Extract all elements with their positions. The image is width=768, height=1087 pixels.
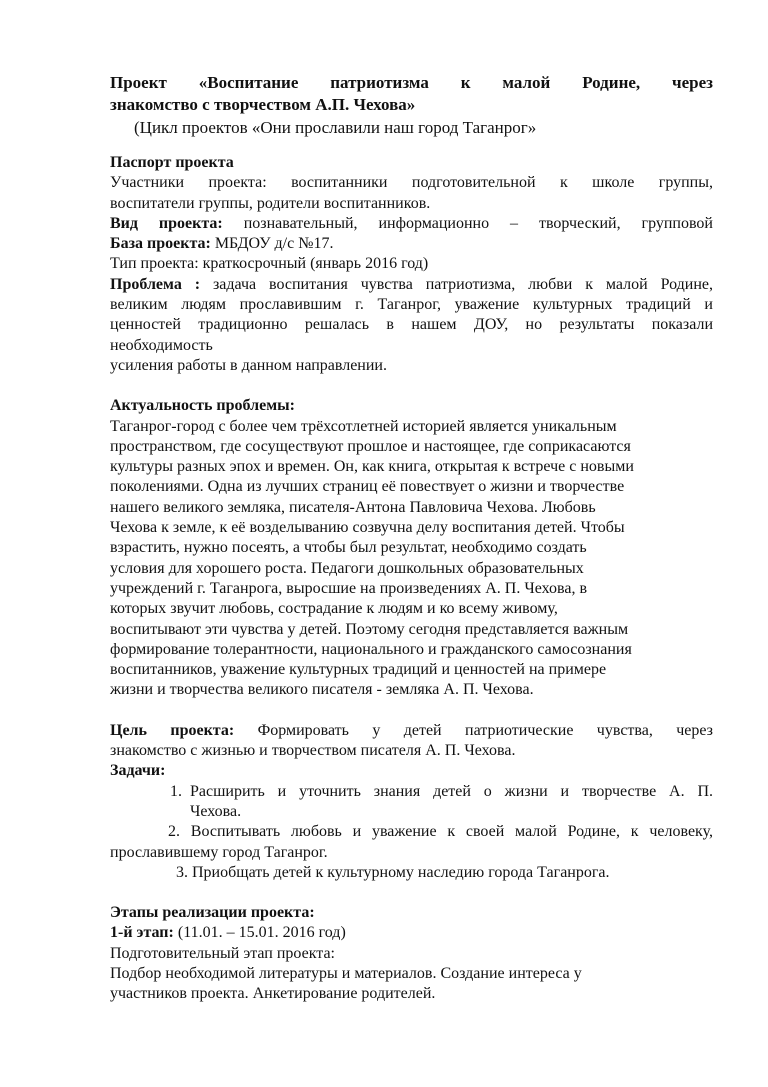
project-base-value: МБДОУ д/с №17. bbox=[210, 235, 334, 253]
relevance-line: взрастить, нужно посеять, а чтобы был результат, необходимо создать bbox=[110, 539, 587, 557]
project-subtitle: (Цикл проектов «Они прославили наш город Таганрог» bbox=[134, 118, 537, 137]
participants-line-1: Участники проекта: воспитанники подготовительной к школе группы, bbox=[110, 174, 713, 192]
project-type-label: Вид проекта: bbox=[110, 214, 223, 232]
stage-1-dates: (11.01. – 15.01. 2016 год) bbox=[173, 924, 346, 942]
problem-label: Проблема : bbox=[110, 275, 201, 293]
problem-line-3: ценностей традиционно решалась в нашем ДОУ, но результаты показали bbox=[110, 316, 713, 334]
problem-line-1 bbox=[110, 275, 713, 295]
relevance-line: культуры разных эпох и времен. Он, как книга, открытая к встрече с новыми bbox=[110, 458, 634, 476]
problem-line-2: великим людям прославившим г. Таганрог, уважение культурных традиций и bbox=[110, 296, 713, 314]
relevance-line: жизни и творчества великого писателя - земляка А. П. Чехова. bbox=[110, 681, 534, 699]
participants-line-2: воспитатели группы, родители воспитанников. bbox=[110, 194, 431, 212]
project-title-line-1: Проект «Воспитание патриотизма к малой Родине, через bbox=[110, 73, 713, 92]
relevance-line: которых звучит любовь, сострадание к людям и ко всему живому, bbox=[110, 600, 558, 618]
relevance-line: условия для хорошего роста. Педагоги дошкольных образовательных bbox=[110, 559, 584, 577]
relevance-line: воспитанников, уважение культурных традиций и ценностей на примере bbox=[110, 661, 607, 679]
problem-line-5: усиления работы в данном направлении. bbox=[110, 356, 387, 374]
relevance-line: формирование толерантности, национального и гражданского самосознания bbox=[110, 640, 632, 658]
stage-1-line bbox=[110, 923, 713, 943]
stage-1-label: 1-й этап: bbox=[110, 924, 174, 942]
goal-line-2: знакомство с жизнью и творчеством писателя А. П. Чехова. bbox=[110, 742, 516, 760]
tasks-heading: Задачи: bbox=[110, 762, 166, 780]
relevance-line: поколениями. Одна из лучших страниц её повествует о жизни и творчестве bbox=[110, 478, 625, 496]
project-duration: Тип проекта: краткосрочный (январь 2016 год) bbox=[110, 255, 429, 273]
stage-1-desc-line-2: участников проекта. Анкетирование родителей. bbox=[110, 985, 436, 1003]
project-base-label: База проекта: bbox=[110, 235, 211, 253]
task-1-line-2: Чехова. bbox=[190, 802, 242, 820]
passport-heading: Паспорт проекта bbox=[110, 154, 234, 171]
relevance-line: нашего великого земляка, писателя-Антона Павловича Чехова. Любовь bbox=[110, 498, 596, 516]
problem-line-4: необходимость bbox=[110, 336, 213, 354]
task-3: 3. Приобщать детей к культурному наследию города Таганрога. bbox=[176, 863, 610, 881]
goal-label: Цель проекта: bbox=[110, 721, 235, 739]
project-type-value: познавательный, информационно – творческий, групповой bbox=[222, 214, 713, 232]
task-2-line-2: прославившему город Таганрог. bbox=[110, 843, 328, 861]
relevance-line: воспитывают эти чувства у детей. Поэтому сегодня представляется важным bbox=[110, 620, 629, 638]
task-2-line-1: 2. Воспитывать любовь и уважение к своей малой Родине, к человеку, bbox=[168, 823, 713, 841]
task-1-text: Расширить и уточнить знания детей о жизни и творчестве А. П. bbox=[190, 782, 713, 800]
relevance-line: Чехова к земле, к её возделыванию созвучна делу воспитания детей. Чтобы bbox=[110, 519, 625, 537]
task-1-number: 1. bbox=[170, 782, 182, 800]
relevance-heading: Актуальность проблемы: bbox=[110, 397, 295, 415]
stage-1-desc-line-1: Подбор необходимой литературы и материалов. Создание интереса у bbox=[110, 964, 582, 982]
project-type-line bbox=[110, 214, 713, 234]
stage-1-name: Подготовительный этап проекта: bbox=[110, 944, 335, 962]
relevance-line: учреждений г. Таганрога, выросшие на произведениях А. П. Чехова, в bbox=[110, 579, 588, 597]
project-title-line-2: знакомство с творчеством А.П. Чехова» bbox=[110, 95, 416, 114]
relevance-text bbox=[110, 417, 713, 701]
document-page bbox=[110, 72, 713, 1005]
stages-heading: Этапы реализации проекта: bbox=[110, 904, 315, 922]
relevance-line: пространством, где сосуществуют прошлое и настоящее, где соприкасаются bbox=[110, 437, 631, 455]
project-base-line bbox=[110, 234, 713, 254]
problem-text-1: задача воспитания чувства патриотизма, любви к малой Родине, bbox=[200, 275, 714, 293]
task-1-line-1 bbox=[110, 782, 713, 802]
goal-text-1: Формировать у детей патриотические чувства, через bbox=[234, 721, 713, 739]
relevance-line: Таганрог-город с более чем трёхсотлетней историей является уникальным bbox=[110, 417, 617, 435]
goal-line-1 bbox=[110, 721, 713, 741]
